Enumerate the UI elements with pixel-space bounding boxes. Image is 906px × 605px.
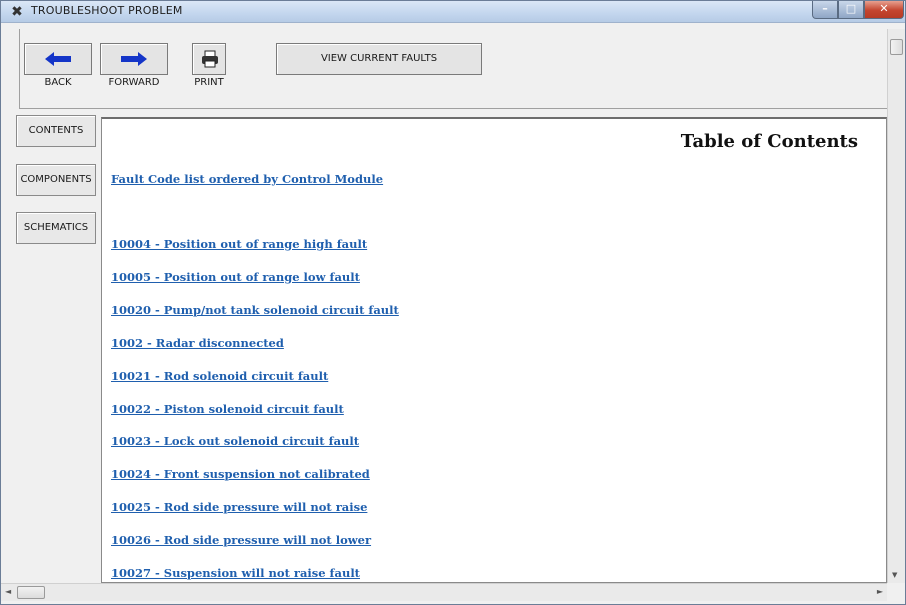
back-button[interactable] — [24, 43, 92, 75]
close-button[interactable]: ✕ — [864, 1, 904, 19]
nav-schematics-button[interactable]: SCHEMATICS — [16, 212, 96, 244]
toc-link[interactable]: 10005 - Position out of range low fault — [111, 270, 360, 284]
nav-contents-button[interactable]: CONTENTS — [16, 115, 96, 147]
horizontal-scrollbar[interactable] — [1, 583, 887, 601]
toc-link[interactable]: 1002 - Radar disconnected — [111, 336, 284, 350]
scroll-down-arrow-icon[interactable]: ▼ — [892, 571, 898, 579]
arrow-right-icon — [121, 52, 147, 66]
toc-link[interactable]: 10027 - Suspension will not raise fault — [111, 566, 360, 580]
minimize-button[interactable]: – — [812, 1, 838, 19]
view-current-faults-button[interactable]: VIEW CURRENT FAULTS — [276, 43, 482, 75]
forward-label: FORWARD — [108, 77, 160, 88]
scroll-right-arrow-icon[interactable]: ► — [876, 587, 883, 596]
toc-link[interactable]: 10023 - Lock out solenoid circuit fault — [111, 434, 360, 448]
content-pane — [101, 117, 887, 583]
toc-link[interactable]: 10024 - Front suspension not calibrated — [111, 467, 370, 481]
forward-button[interactable] — [100, 43, 168, 75]
vertical-scrollbar[interactable] — [887, 29, 905, 583]
toc-link[interactable]: 10026 - Rod side pressure will not lower — [111, 533, 372, 547]
horizontal-scroll-thumb[interactable] — [17, 586, 45, 599]
toc-link[interactable]: 10022 - Piston solenoid circuit fault — [111, 402, 344, 416]
window-title: TROUBLESHOOT PROBLEM — [31, 4, 183, 17]
maximize-button[interactable]: □ — [838, 1, 864, 19]
scroll-left-arrow-icon[interactable]: ◄ — [5, 587, 12, 596]
back-label: BACK — [44, 77, 72, 88]
toolbar — [19, 29, 887, 109]
vertical-scroll-thumb[interactable] — [890, 39, 903, 55]
print-label: PRINT — [194, 77, 224, 88]
toc-link[interactable]: 10021 - Rod solenoid circuit fault — [111, 369, 329, 383]
printer-icon — [201, 50, 219, 68]
print-button[interactable] — [192, 43, 226, 75]
arrow-left-icon — [45, 52, 71, 66]
toc-link[interactable]: Fault Code list ordered by Control Module — [111, 172, 384, 186]
toc-link[interactable]: 10025 - Rod side pressure will not raise — [111, 500, 368, 514]
nav-components-button[interactable]: COMPONENTS — [16, 164, 96, 196]
toc-link[interactable]: 10020 - Pump/not tank solenoid circuit fault — [111, 303, 399, 317]
wrench-cross-icon: ✖ — [11, 4, 23, 20]
toc-link[interactable]: 10004 - Position out of range high fault — [111, 237, 368, 251]
page-title: Table of Contents — [680, 131, 858, 152]
title-bar[interactable] — [1, 1, 905, 23]
